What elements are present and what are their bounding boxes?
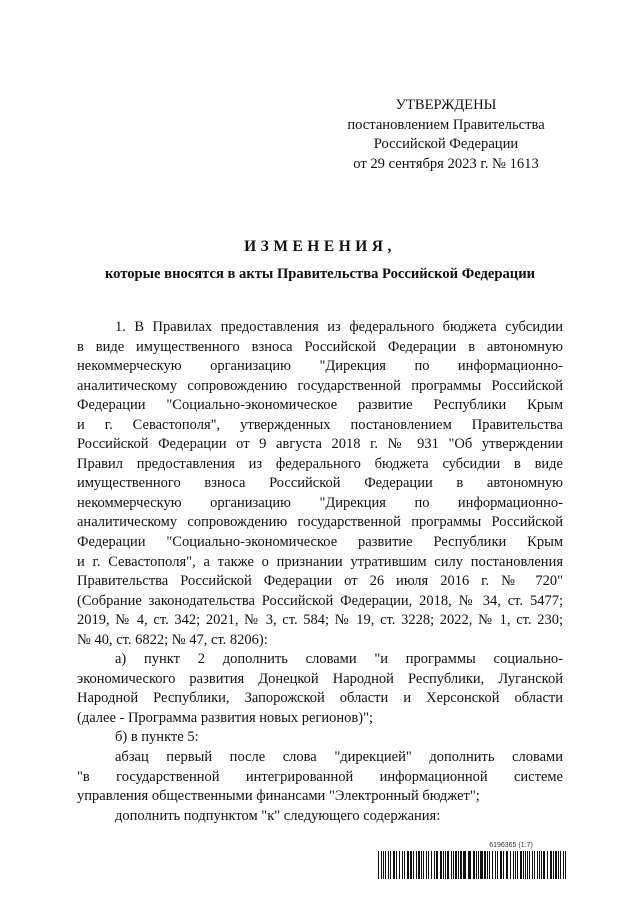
paragraph-line: 1. В Правилах предоставления из федерального бюджета субсидии [115,319,563,335]
paragraph-line: управления общественными финансами "Электронный бюджет"; [77,788,480,805]
paragraph-line: некоммерческую организацию "Дирекция по информационно- [77,358,563,375]
approval-line: Российской Федерации [373,136,519,152]
approval-stamp [330,96,562,174]
paragraph-line: аналитическому сопровождению государственной программы Российской [77,377,563,394]
paragraph-line: 2019, № 4, ст. 342; 2021, № 3, ст. 584; № 19, ст. 3228; 2022, № 1, ст. 230; [77,612,563,629]
paragraph-line: № 40, ст. 6822; № 47, ст. 8206): [77,631,268,648]
paragraph-line: Федерации "Социально-экономическое развитие Республики Крым [77,534,563,551]
paragraph-line: в виде имущественного взноса Российской Федерации в автономную [77,338,563,355]
paragraph-line: аналитическому сопровождению государственной программы Российской [77,514,563,531]
paragraph-line: некоммерческую организацию "Дирекция по информационно- [77,494,563,511]
paragraph-line: Правительства Российской Федерации от 26 июля 2016 г. № 720" [77,573,563,590]
paragraph-line: а) пункт 2 дополнить словами "и программы социально- [115,651,563,668]
paragraph-line: и г. Севастополя", утвержденных постановлением Правительства [77,416,563,433]
document-code: 6196365 (1.7) [489,842,533,849]
paragraph-line: и г. Севастополя", а также о признании утратившим силу постановления [77,553,563,570]
paragraph-line: (Собрание законодательства Российской Федерации, 2018, № 34, ст. 5477; [77,592,563,609]
document-subtitle: которые вносятся в акты Правительства Российской Федерации [104,266,536,282]
paragraph-line: Федерации "Социально-экономическое развитие Республики Крым [77,397,563,414]
paragraph-line: "в государственной интегрированной информационной системе [77,768,563,785]
document-body [77,318,563,826]
barcode [378,851,566,879]
paragraph-line: б) в пункте 5: [115,729,199,746]
paragraph-line: дополнить подпунктом "к" следующего содержания: [115,807,441,824]
document-title: ИЗМЕНЕНИЯ, [244,238,396,255]
paragraph-line: имущественного взноса Российской Федерации в автономную [77,475,563,492]
paragraph-line: Правил предоставления из федерального бюджета субсидии в виде [77,455,563,472]
paragraph-line: экономического развития Донецкой Народной Республики, Луганской [77,670,563,687]
approval-heading: УТВЕРЖДЕНЫ [395,97,497,113]
approval-date-number: от 29 сентября 2023 г. № 1613 [353,155,539,172]
paragraph-line: Народной Республики, Запорожской области и Херсонской области [77,690,563,707]
paragraph-line: (далее - Программа развития новых регионов)"; [77,709,374,726]
approval-line: постановлением Правительства [347,116,545,133]
paragraph-line: Российской Федерации от 9 августа 2018 г. № 931 "Об утверждении [77,436,563,453]
paragraph-line: абзац первый после слова "дирекцией" дополнить словами [115,749,563,766]
